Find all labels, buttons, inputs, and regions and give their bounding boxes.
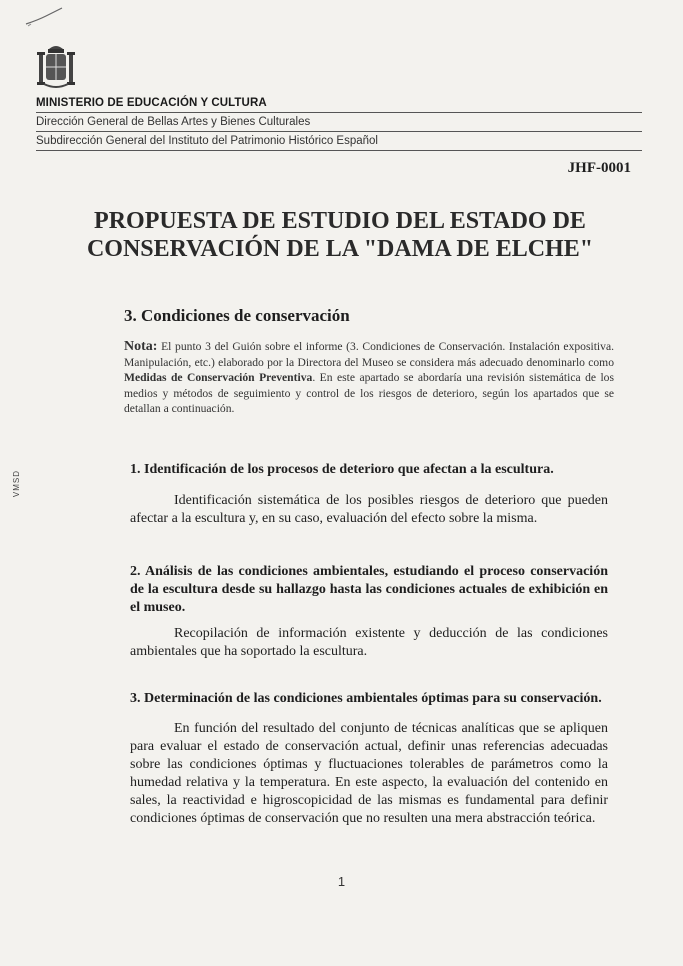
pen-mark xyxy=(24,6,64,30)
subdirection-line xyxy=(36,132,642,151)
document-title xyxy=(60,207,620,263)
note-label: Nota: xyxy=(124,339,158,354)
ministry-name: MINISTERIO DE EDUCACIÓN Y CULTURA xyxy=(36,97,267,109)
item-1-body: Identificación sistemática de los posibles riesgos de deterioro que pueden afectar a la escultura y, en su caso, evaluación del efecto sobre la misma. xyxy=(130,493,608,526)
item-3-body: En función del resultado del conjunto de técnicas analíticas que se apliquen para evaluar el estado de conservación actual, definir unas referencias adecuadas sobre las condiciones óptimas y fluctuaciones tolerables de parámetros como la humedad relativa y la temperatura. En este aspecto, la evaluación del contenido en sales, la reactividad e higroscopicidad de las mismas es fundamental para definir condiciones óptimas de conservación que no resulten una mera abstracción teórica. xyxy=(130,721,608,826)
page-number: 1 xyxy=(337,874,346,889)
letterhead xyxy=(36,94,642,151)
ministry-line xyxy=(36,94,642,113)
item-1-heading: 1. Identificación de los procesos de deterioro que afectan a la escultura. xyxy=(130,462,554,477)
coat-of-arms-icon xyxy=(36,40,76,90)
note-paragraph xyxy=(124,339,614,417)
direction-line xyxy=(36,113,642,132)
title-line-1: PROPUESTA DE ESTUDIO DEL ESTADO DE xyxy=(94,208,586,234)
subdirection-name: Subdirección General del Instituto del Patrimonio Histórico Español xyxy=(36,135,378,147)
item-3-heading: 3. Determinación de las condiciones ambientales óptimas para su conservación. xyxy=(130,691,602,706)
direction-name: Dirección General de Bellas Artes y Bienes Culturales xyxy=(36,116,311,128)
title-line-2: CONSERVACIÓN DE LA "DAMA DE ELCHE" xyxy=(86,236,594,262)
side-stamp: VMSD xyxy=(12,470,21,498)
item-2-heading: 2. Análisis de las condiciones ambientales, estudiando el proceso conservación de la escultura desde su hallazgo hasta las condiciones actuales de exhibición en el museo. xyxy=(130,564,608,615)
document-reference: JHF-0001 xyxy=(567,160,631,176)
note-bold-term: Medidas de Conservación Preventiva xyxy=(124,371,313,384)
item-2-body: Recopilación de información existente y deducción de las condiciones ambientales que ha soportado la escultura. xyxy=(130,626,608,659)
section-heading: 3. Condiciones de conservación xyxy=(124,306,350,325)
note-text-1: El punto 3 del Guión sobre el informe (3. Condiciones de Conservación. Instalación expositiva. Manipulación, etc.) elaborado por la Directora del Museo se considera más adecuado denominarlo como xyxy=(124,340,614,369)
note-text-2: . En este apartado se abordaría una revisión sistemática de los medios y métodos de seguimiento y control de los riesgos de deterioro, según los apartados que se detallan a continuación. xyxy=(124,371,614,415)
